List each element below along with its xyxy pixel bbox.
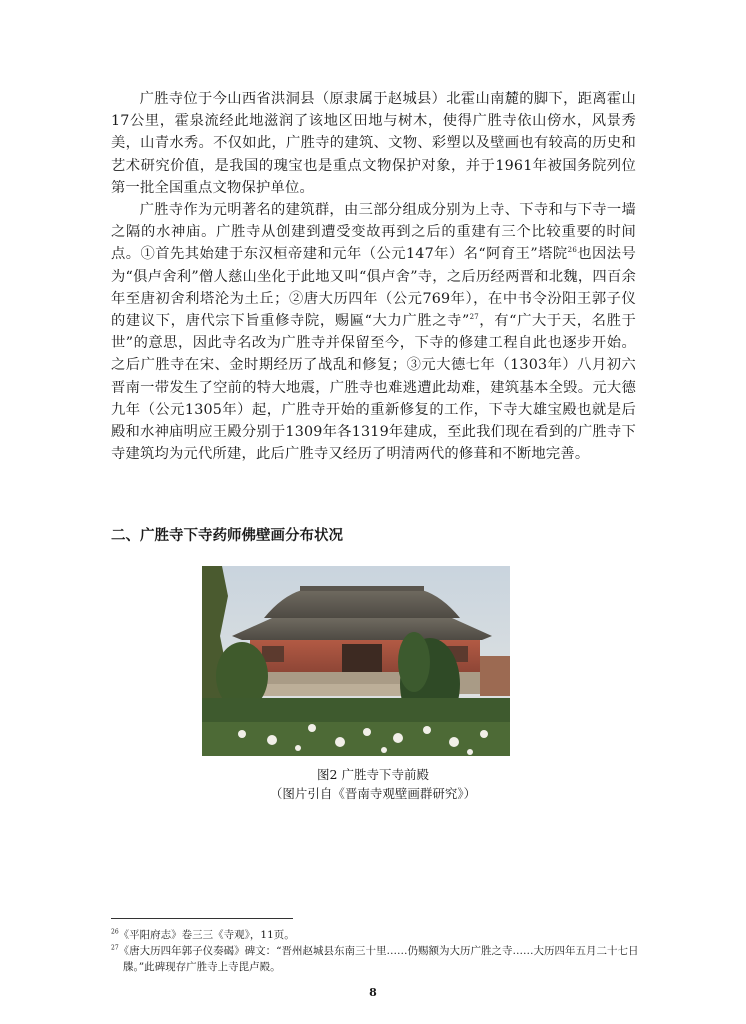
footnote-text: 《平阳府志》卷三三《寺观》，11页。 bbox=[118, 929, 295, 941]
figure-source: （图片引自《晋南寺观壁画群研究》） bbox=[269, 786, 477, 801]
paragraph-1 bbox=[111, 88, 636, 199]
page-number: 8 bbox=[369, 986, 377, 999]
paragraph-2-text-c: ，有“广大于天，名胜于世”的意思，因此寺名改为广胜寺并保留至今，下寺的修建工程自此也逐步开始。之后广胜寺在宋、金时期经历了战乱和修复；③元大德七年（1303年）八月初六晋南一带发生了空前的特大地震，广胜寺也难逃遭此劫难，建筑基本全毁。元大德九年（公元1305年）起，广胜寺开始的重新修复的工作，下寺大雄宝殿也就是后殿和水神庙明应王殿分别于1309年各1319年建成，至此我们现在看到的广胜寺下寺建筑均为元代所建，此后广胜寺又经历了明清两代的修葺和不断地完善。 bbox=[111, 313, 636, 463]
body-text bbox=[111, 88, 636, 465]
footnote-divider bbox=[111, 918, 293, 919]
footnote-mark: 27 bbox=[111, 944, 119, 952]
footnote-ref-26[interactable]: 26 bbox=[567, 246, 577, 255]
temple-photo bbox=[202, 566, 510, 756]
paragraph-2 bbox=[111, 199, 636, 465]
footnote-26 bbox=[111, 927, 641, 943]
section-heading: 二、广胜寺下寺药师佛壁画分布状况 bbox=[111, 528, 343, 544]
paragraph-2-text-b: 也因法号为“俱卢舍利”僧人慈山坐化于此地又叫“俱卢舍”寺，之后历经两晋和北魏，四百余年至唐初舍利塔沦为土丘；②唐大历四年（公元769年），在中书令汾阳王郭子仪的建议下，唐代宗下旨重修寺院，赐匾“大力广胜之寺” bbox=[111, 246, 636, 330]
paragraph-2-text-a: 广胜寺作为元明著名的建筑群，由三部分组成分别为上寺、下寺和与下寺一墙之隔的水神庙。广胜寺从创建到遭受变故再到之后的重建有三个比较重要的时间点。①首先其始建于东汉桓帝建和元年（公元147年）名“阿育王”塔院 bbox=[111, 202, 636, 263]
footnote-text: 《唐大历四年郭子仪奏碣》碑文：“晋州赵城县东南三十里……仍赐额为大历广胜之寺……大历四年五月二十七日牒。”此碑现存广胜寺上寺毘卢殿。 bbox=[118, 945, 639, 973]
paragraph-1-text: 广胜寺位于今山西省洪洞县（原隶属于赵城县）北霍山南麓的脚下，距离霍山17公里，霍泉流经此地滋润了该地区田地与树木，使得广胜寺依山傍水，风景秀美，山青水秀。不仅如此，广胜寺的建筑、文物、彩塑以及壁画也有较高的历史和艺术研究价值，是我国的瑰宝也是重点文物保护对象，并于1961年被国务院列位第一批全国重点文物保护单位。 bbox=[111, 91, 636, 196]
footnotes bbox=[111, 927, 641, 975]
footnote-ref-27[interactable]: 27 bbox=[469, 313, 479, 322]
figure-caption: 图2 广胜寺下寺前殿 bbox=[317, 767, 429, 782]
footnote-27 bbox=[111, 943, 641, 975]
footnote-mark: 26 bbox=[111, 928, 119, 936]
